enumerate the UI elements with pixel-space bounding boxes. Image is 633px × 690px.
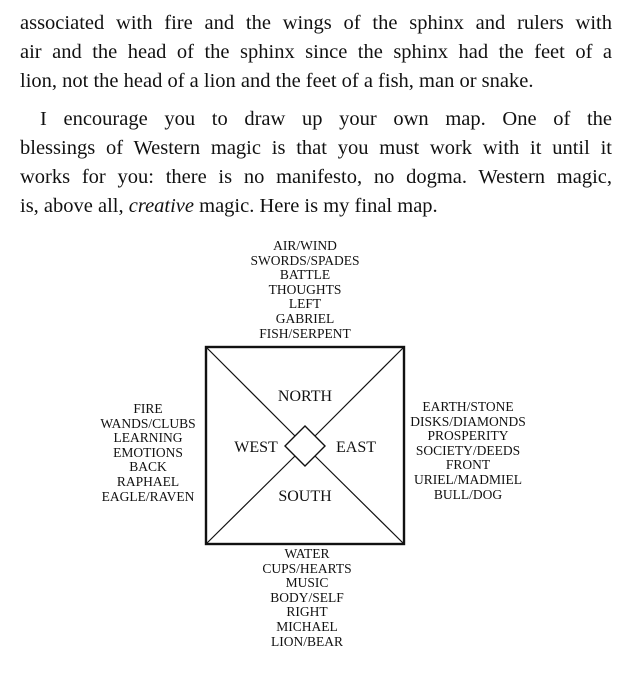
south-item: MUSIC [285,575,329,591]
west-item: EAGLE/RAVEN [101,488,195,504]
north-item: BATTLE [279,267,331,283]
east-label: EAST [336,439,376,456]
west-item: BACK [129,459,167,475]
south-item: CUPS/HEARTS [262,560,352,576]
south-item: BODY/SELF [270,589,344,605]
text-line: associated with fire and the wings of the sphinx and rulers with [20,12,612,34]
north-item: SWORDS/SPADES [250,252,360,268]
west-label: WEST [234,439,278,456]
north-item: AIR/WIND [273,238,337,253]
east-item: SOCIETY/DEEDS [415,442,521,458]
text-line: I encourage you to draw up your own map. One of the [40,108,612,130]
south-item: LION/BEAR [271,633,343,649]
west-item: EMOTIONS [113,444,183,460]
west-item: WANDS/CLUBS [100,415,196,431]
text-line: blessings of Western magic is that you must work with it until it [20,137,612,159]
north-item: LEFT [288,296,322,312]
east-item: FRONT [445,457,491,473]
west-item: FIRE [133,401,163,416]
south-label: SOUTH [278,488,332,505]
north-item: GABRIEL [275,310,335,326]
north-label: NORTH [277,388,333,405]
east-item: DISKS/DIAMONDS [410,413,526,429]
east-item: URIEL/MADMIEL [414,471,522,487]
text-line: works for you: there is no manifesto, no dogma. Western magic, [20,166,612,188]
north-item: FISH/SERPENT [259,325,351,341]
south-item: MICHAEL [276,618,338,634]
north-item: THOUGHTS [268,281,342,297]
east-item: EARTH/STONE [422,399,514,414]
south-item: RIGHT [286,604,328,620]
text-line: lion, not the head of a lion and the feet of a fish, man or snake. [20,70,534,92]
emphasis-creative: creative [128,195,195,217]
text-run: is, above all, [20,195,129,217]
south-item: WATER [284,546,330,561]
east-item: PROSPERITY [427,428,509,444]
west-item: RAPHAEL [116,473,180,489]
east-item: BULL/DOG [433,486,503,502]
text-run: magic. Here is my final map. [194,195,438,217]
text-line: air and the head of the sphinx since the sphinx had the feet of a [20,41,612,63]
west-item: LEARNING [113,430,183,446]
